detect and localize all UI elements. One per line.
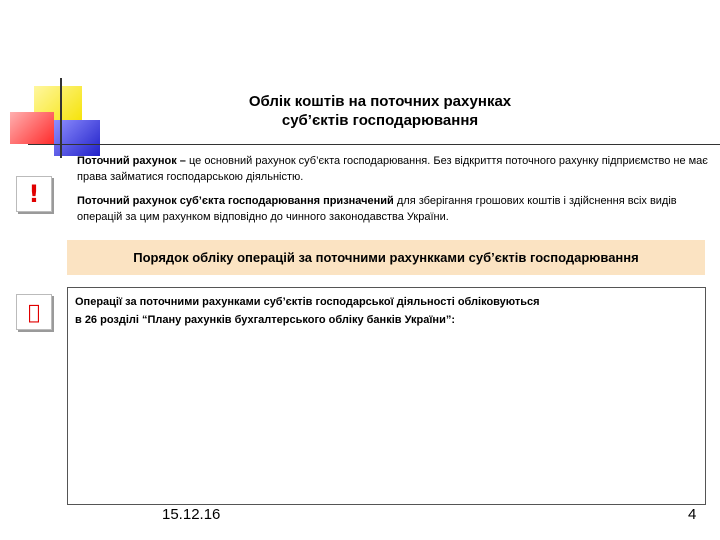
section-banner: Порядок обліку операцій за поточними рахункками суб’єктів господарювання	[67, 240, 705, 275]
definition-1-term: Поточний рахунок –	[77, 155, 186, 167]
footer-date: 15.12.16	[162, 506, 221, 523]
decor-red-square	[10, 112, 54, 144]
title-line-1: Облік коштів на поточних рахунках	[248, 93, 512, 110]
decor-horizontal-line	[28, 144, 720, 145]
symbol-placeholder-icon	[16, 294, 52, 330]
decor-vertical-line	[60, 78, 62, 158]
definition-2-term: Поточний рахунок суб’єкта господарювання призначений	[77, 195, 394, 207]
operations-text	[75, 293, 540, 329]
operations-line-2: в 26 розділі “Плану рахунків бухгалтерського обліку банків України”:	[75, 314, 455, 326]
definition-2-text: для зберігання грошових коштів і здійснення всіх видів операцій за цим рахунком відповідно до чинного законодавства України.	[77, 195, 677, 223]
slide-title	[170, 92, 590, 130]
exclamation-icon: !	[16, 176, 52, 212]
definition-1-text: це основний рахунок суб’єкта господарювання. Без відкриття поточного рахунку підприємство не має права займатися господарською діяльністю.	[77, 155, 708, 183]
definition-paragraph-1	[77, 153, 711, 185]
title-line-2: суб’єктів господарювання	[281, 112, 479, 129]
operations-box	[67, 287, 706, 505]
page-number: 4	[688, 506, 697, 523]
operations-line-1: Операції за поточними рахунками суб’єктів господарської діяльності обліковуються	[75, 296, 540, 308]
definition-paragraph-2	[77, 193, 711, 225]
